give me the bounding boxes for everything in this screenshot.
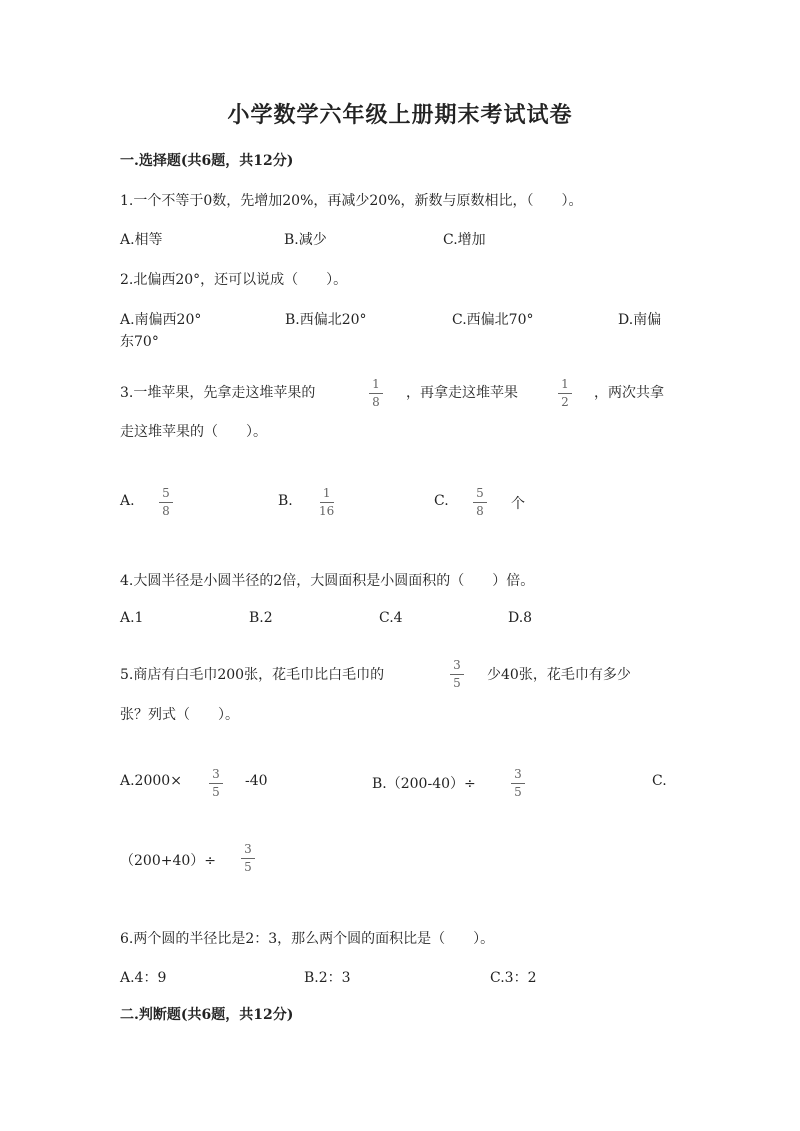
question-3-text-part3: ，两次共拿 — [594, 385, 664, 401]
question-5-option-c-continued: （200+40）÷ — [120, 853, 216, 869]
question-4-option-c: C.4 — [379, 610, 403, 626]
fraction-bar — [209, 783, 223, 784]
fraction-numerator: 1 — [372, 377, 380, 391]
fraction-bar — [159, 502, 173, 503]
question-3-option-c-suffix: 个 — [511, 496, 525, 512]
question-1-option-a: A.相等 — [120, 232, 163, 248]
question-5-option-b: B.（200-40）÷ — [372, 776, 476, 792]
fraction-bar — [320, 502, 334, 503]
question-2-option-c: C.西偏北70° — [452, 312, 534, 328]
question-3-fraction-2 — [558, 377, 572, 409]
question-4-option-b: B.2 — [249, 610, 273, 626]
fraction-numerator: 1 — [322, 486, 331, 500]
question-5-option-a-fraction — [209, 767, 223, 799]
question-1-option-c: C.增加 — [443, 232, 486, 248]
fraction-bar — [241, 858, 255, 859]
fraction-denominator: 5 — [453, 676, 461, 690]
question-3-option-b: B. — [278, 493, 293, 509]
question-6-text: 6.两个圆的半径比是2：3，那么两个圆的面积比是（ ）。 — [120, 931, 495, 947]
fraction-denominator: 5 — [514, 785, 522, 799]
fraction-bar — [369, 393, 383, 394]
question-2-text: 2.北偏西20°，还可以说成（ ）。 — [120, 272, 348, 288]
question-5-option-a: A.2000× — [120, 773, 182, 789]
fraction-numerator: 3 — [212, 767, 220, 781]
question-5-text-part2: 少40张，花毛巾有多少 — [487, 667, 631, 683]
question-6-option-a: A.4：9 — [120, 970, 167, 986]
question-2-option-a: A.南偏西20° — [120, 312, 202, 328]
question-3-option-c-fraction — [473, 486, 487, 518]
section-2-heading: 二.判断题(共6题，共12分) — [120, 1007, 294, 1023]
question-6-option-b: B.2：3 — [304, 970, 351, 986]
section-1-heading: 一.选择题(共6题，共12分) — [120, 153, 294, 169]
fraction-numerator: 1 — [561, 377, 569, 391]
fraction-bar — [511, 783, 525, 784]
question-5-text-part3: 张？列式（ ）。 — [120, 707, 239, 723]
fraction-bar — [558, 393, 572, 394]
question-2-option-d: D.南偏 — [618, 312, 662, 328]
question-3-option-b-fraction — [319, 486, 334, 518]
question-5-option-b-fraction — [511, 767, 525, 799]
fraction-denominator: 16 — [319, 504, 335, 518]
question-5-text-part1: 5.商店有白毛巾200张，花毛巾比白毛巾的 — [120, 667, 385, 683]
fraction-numerator: 3 — [244, 842, 252, 856]
page-title: 小学数学六年级上册期末考试试卷 — [227, 102, 573, 128]
question-5-option-c: C. — [652, 773, 667, 789]
question-5-option-a-suffix: -40 — [245, 773, 268, 789]
question-4-option-d: D.8 — [508, 610, 533, 626]
question-3-text-part1: 3.一堆苹果，先拿走这堆苹果的 — [120, 385, 316, 401]
question-3-text-part4: 走这堆苹果的（ ）。 — [120, 424, 267, 440]
fraction-numerator: 5 — [476, 486, 484, 500]
question-3-option-a-fraction — [159, 486, 173, 518]
question-1-option-b: B.减少 — [284, 232, 327, 248]
fraction-denominator: 8 — [162, 504, 170, 518]
fraction-bar — [450, 674, 464, 675]
question-4-text: 4.大圆半径是小圆半径的2倍，大圆面积是小圆面积的（ ）倍。 — [120, 573, 535, 589]
question-3-option-c: C. — [434, 493, 449, 509]
question-1-text: 1.一个不等于0数，先增加20%，再减少20%，新数与原数相比，（ ）。 — [120, 193, 583, 209]
fraction-numerator: 3 — [514, 767, 522, 781]
question-4-option-a: A.1 — [120, 610, 144, 626]
question-5-fraction — [450, 658, 464, 690]
question-3-text-part2: ，再拿走这堆苹果 — [406, 385, 518, 401]
fraction-denominator: 8 — [476, 504, 484, 518]
question-5-option-c-fraction — [241, 842, 255, 874]
question-3-option-a: A. — [120, 493, 135, 509]
fraction-bar — [473, 502, 487, 503]
fraction-denominator: 5 — [244, 860, 252, 874]
fraction-numerator: 5 — [162, 486, 170, 500]
fraction-denominator: 2 — [561, 395, 569, 409]
fraction-denominator: 8 — [372, 395, 380, 409]
fraction-numerator: 3 — [453, 658, 461, 672]
fraction-denominator: 5 — [212, 785, 220, 799]
question-2-option-d-continued: 东70° — [120, 334, 159, 350]
question-3-fraction-1 — [369, 377, 383, 409]
question-6-option-c: C.3：2 — [490, 970, 537, 986]
question-2-option-b: B.西偏北20° — [285, 312, 367, 328]
